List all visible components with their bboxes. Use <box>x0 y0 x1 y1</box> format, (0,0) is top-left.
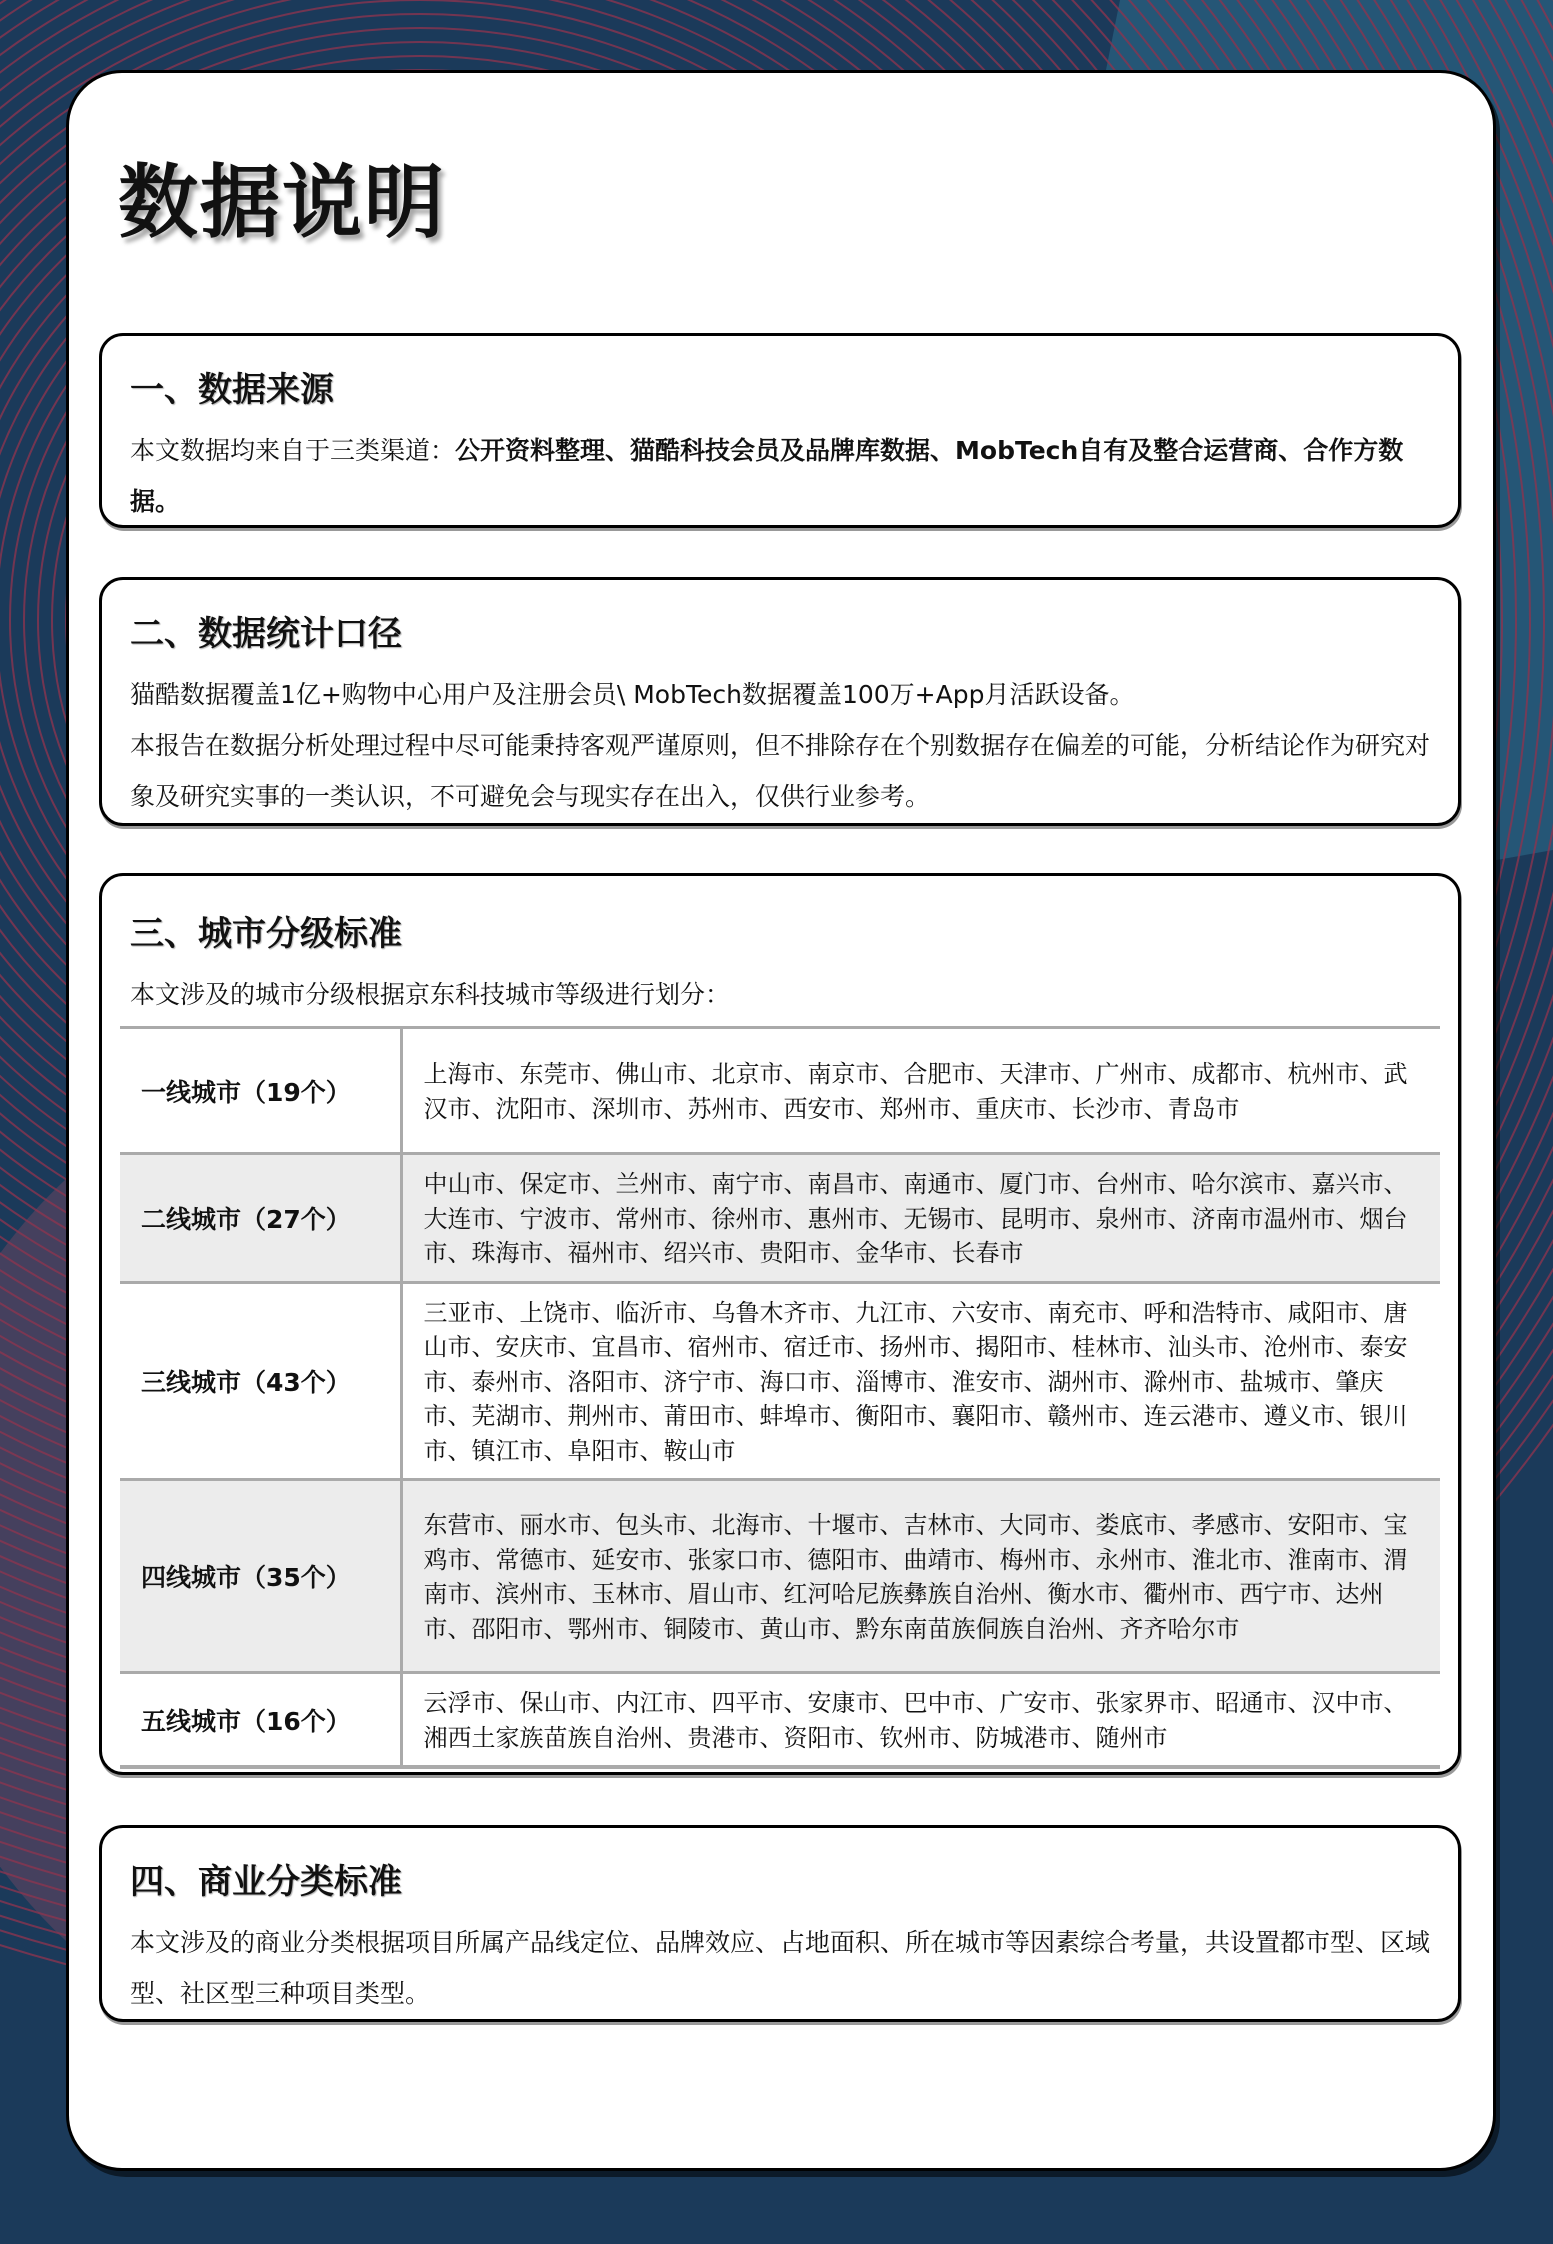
section-data-source <box>99 333 1461 528</box>
tier-label: 一线城市（19个） <box>120 1028 401 1154</box>
tier-cities: 三亚市、上饶市、临沂市、乌鲁木齐市、九江市、六安市、南充市、呼和浩特市、咸阳市、唐山市、安庆市、宜昌市、宿州市、宿迁市、扬州市、揭阳市、桂林市、汕头市、沧州市、泰安市、泰州市、洛阳市、济宁市、海口市、淄博市、淮安市、湖州市、滁州市、盐城市、肇庆市、芜湖市、荆州市、莆田市、蚌埠市、衡阳市、襄阳市、赣州市、连云港市、遵义市、银川市、镇江市、阜阳市、鞍山市 <box>401 1282 1440 1480</box>
table-row <box>120 1673 1440 1768</box>
tier-cities: 东营市、丽水市、包头市、北海市、十堰市、吉林市、大同市、娄底市、孝感市、安阳市、宝鸡市、常德市、延安市、张家口市、德阳市、曲靖市、梅州市、永州市、淮北市、淮南市、渭南市、滨州市、玉林市、眉山市、红河哈尼族彝族自治州、衡水市、衢州市、西宁市、达州市、邵阳市、鄂州市、铜陵市、黄山市、黔东南苗族侗族自治州、齐齐哈尔市 <box>401 1480 1440 1673</box>
section-paragraph: 猫酷数据覆盖1亿+购物中心用户及注册会员\ MobTech数据覆盖100万+App月活跃设备。 <box>130 680 1135 709</box>
section-body <box>130 425 1432 527</box>
table-row <box>120 1282 1440 1480</box>
tier-label: 二线城市（27个） <box>120 1154 401 1283</box>
table-row <box>120 1154 1440 1283</box>
tier-label: 四线城市（35个） <box>120 1480 401 1673</box>
section-statistics-scope <box>99 577 1461 826</box>
city-tier-table <box>120 1026 1440 1769</box>
section-paragraph: 本报告在数据分析处理过程中尽可能秉持客观严谨原则，但不排除存在个别数据存在偏差的可能，分析结论作为研究对象及研究实事的一类认识，不可避免会与现实存在出入，仅供行业参考。 <box>130 731 1431 811</box>
page-title: 数据说明 <box>118 156 446 249</box>
body-bold-text: 公开资料整理、猫酷科技会员及品牌库数据、MobTech自有及整合运营商、合作方数据。 <box>130 436 1404 516</box>
section-heading: 二、数据统计口径 <box>130 614 402 654</box>
section-commercial-classification <box>99 1825 1461 2022</box>
section-heading: 四、商业分类标准 <box>130 1862 402 1902</box>
tier-cities: 中山市、保定市、兰州市、南宁市、南昌市、南通市、厦门市、台州市、哈尔滨市、嘉兴市、大连市、宁波市、常州市、徐州市、惠州市、无锡市、昆明市、泉州市、济南市温州市、烟台市、珠海市、福州市、绍兴市、贵阳市、金华市、长春市 <box>401 1154 1440 1283</box>
table-row <box>120 1028 1440 1154</box>
section-intro: 本文涉及的城市分级根据京东科技城市等级进行划分： <box>130 980 731 1009</box>
section-heading: 一、数据来源 <box>130 370 334 410</box>
tier-cities: 云浮市、保山市、内江市、四平市、安康市、巴中市、广安市、张家界市、昭通市、汉中市、湘西土家族苗族自治州、贵港市、资阳市、钦州市、防城港市、随州市 <box>401 1673 1440 1768</box>
section-body: 本文涉及的商业分类根据项目所属产品线定位、品牌效应、占地面积、所在城市等因素综合考量，共设置都市型、区域型、社区型三种项目类型。 <box>130 1928 1431 2008</box>
tier-label: 三线城市（43个） <box>120 1282 401 1480</box>
section-heading: 三、城市分级标准 <box>130 914 402 954</box>
tier-label: 五线城市（16个） <box>120 1673 401 1768</box>
tier-cities: 上海市、东莞市、佛山市、北京市、南京市、合肥市、天津市、广州市、成都市、杭州市、武汉市、沈阳市、深圳市、苏州市、西安市、郑州市、重庆市、长沙市、青岛市 <box>423 1060 1408 1123</box>
table-row <box>120 1480 1440 1673</box>
body-text: 本文数据均来自于三类渠道： <box>130 436 456 465</box>
